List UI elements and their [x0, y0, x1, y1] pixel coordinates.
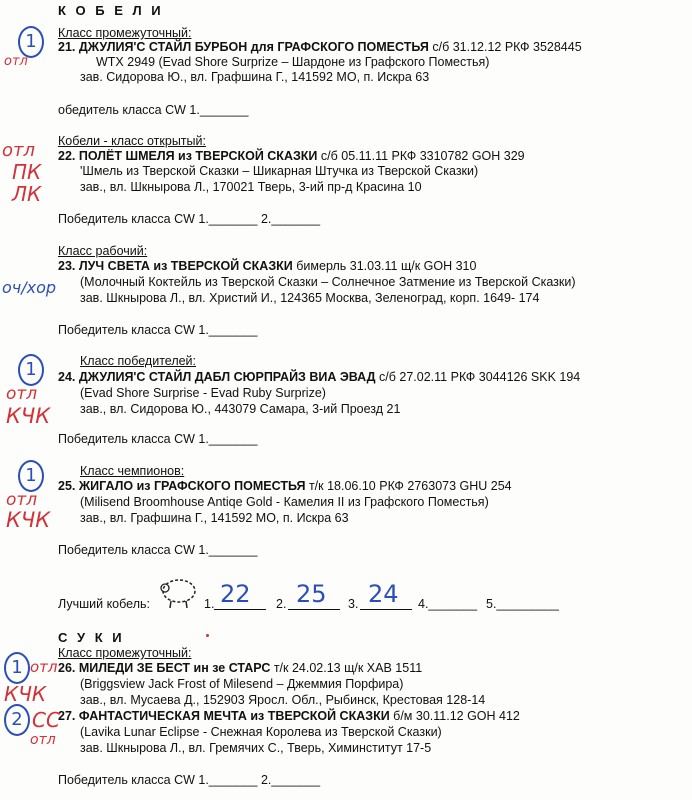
kchk-mark: КЧК [4, 682, 47, 706]
class-winner-line: Победитель класса CW 1._______ [58, 543, 258, 557]
dog-details: с/б 31.12.12 РКФ 3528445 [428, 40, 582, 54]
dog-details: с/б 27.02.11 РКФ 3044126 SKK 194 [375, 370, 581, 384]
placement-circle: 1 [18, 460, 44, 492]
grade-mark: отл [30, 658, 58, 676]
entry-22-parents: 'Шмель из Тверской Сказки – Шикарная Штучка из Тверской Сказки) [80, 164, 479, 178]
entry-25-parents: (Milisend Broomhouse Antiqe Gold - Камелия II из Графского Поместья) [80, 495, 489, 509]
underline [360, 609, 412, 610]
underline [214, 609, 266, 610]
dog-details: с/б 05.11.11 РКФ 3310782 GOH 329 [317, 149, 525, 163]
class-label-working: Класс рабочий: [58, 244, 148, 258]
entry-27-parents: (Lavika Lunar Eclipse - Снежная Королева из Тверской Сказки) [80, 725, 442, 739]
entry-24-owner: зав., вл. Сидорова Ю., 443079 Самара, 3-ий Проезд 21 [80, 402, 401, 416]
best-pos-3: 3. [348, 597, 359, 611]
class-label-champions: Класс чемпионов: [80, 464, 185, 478]
entry-24-parents: (Evad Shore Surprise - Evad Ruby Surprize) [80, 386, 326, 400]
entry-26-parents: (Briggsview Jack Frost of Milesend – Джеммия Порфира) [80, 677, 404, 691]
dog-name: ФАНТАСТИЧЕСКАЯ МЕЧТА из ТВЕРСКОЙ СКАЗКИ [78, 709, 390, 723]
class-winner-line: Победитель класса CW 1._______ 2._______ [58, 773, 321, 787]
class-winner-line: Победитель класса CW 1._______ [58, 323, 258, 337]
grade-mark: оч/хор [2, 278, 57, 297]
entry-21-parents: WTX 2949 (Evad Shore Surprize – Шардоне из Графского Поместья) [96, 55, 490, 69]
entry-22 [58, 149, 525, 163]
class-winner-line: обедитель класса CW 1._______ [58, 103, 249, 117]
class-label-intermediate: Класс промежуточный: [58, 646, 192, 660]
placement-circle: 1 [4, 652, 30, 684]
entry-number: 23. [58, 259, 76, 273]
entry-23-parents: (Молочный Коктейль из Тверской Сказки – Солнечное Затмение из Тверской Сказки) [80, 275, 576, 289]
ink-speck [206, 634, 209, 637]
grade-mark: отл [6, 490, 38, 510]
entry-23 [58, 259, 476, 273]
dog-name: МИЛЕДИ ЗЕ БЕСТ ин зе СТАРС [78, 661, 271, 675]
entry-21-owner: зав. Сидорова Ю., вл. Графшина Г., 141592 МО, п. Искра 63 [80, 70, 430, 84]
best-pos-2-value: 25 [296, 580, 327, 608]
dog-details: б/м 30.11.12 GOH 412 [389, 709, 520, 723]
entry-number: 27. [58, 709, 76, 723]
entry-25 [58, 479, 512, 493]
males-heading: К О Б Е Л И [58, 3, 164, 18]
entry-number: 25. [58, 479, 76, 493]
dog-details: т/к 24.02.13 щ/к ХАВ 1511 [270, 661, 423, 675]
dog-name: ЛУЧ СВЕТА из ТВЕРСКОЙ СКАЗКИ [78, 259, 293, 273]
grade-mark: отл [30, 732, 56, 748]
dog-name: ДЖУЛИЯ'С СТАЙЛ БУРБОН для ГРАФСКОГО ПОМЕСТЬЯ [78, 40, 429, 54]
class-label-winners: Класс победителей: [80, 354, 197, 368]
entry-number: 26. [58, 661, 76, 675]
grade-mark: отл [2, 140, 36, 161]
dog-name: ЖИГАЛО из ГРАФСКОГО ПОМЕСТЬЯ [78, 479, 306, 493]
best-pos-1-value: 22 [220, 580, 251, 608]
entry-23-owner: зав. Шкнырова Л., вл. Христий И., 124365 Москва, Зеленоград, корп. 1649- 174 [80, 291, 540, 305]
entry-27-owner: зав. Шкнырова Л., вл. Гремячих С., Тверь, Химинститут 17-5 [80, 741, 432, 755]
dog-name: ДЖУЛИЯ'С СТАЙЛ ДАБЛ СЮРПРАЙЗ ВИА ЭВАД [78, 370, 376, 384]
entry-26 [58, 661, 422, 675]
cc-mark: СС [32, 708, 60, 732]
best-pos-1: 1. [204, 597, 215, 611]
grade-mark: отл [4, 54, 28, 69]
females-heading: С У К И [58, 630, 125, 645]
entry-25-owner: зав., вл. Графшина Г., 141592 МО, п. Искра 63 [80, 511, 349, 525]
pk-mark: ПК [12, 160, 42, 184]
dog-details: бимерль 31.03.11 щ/к GOH 310 [292, 259, 477, 273]
best-pos-2: 2. [276, 597, 287, 611]
class-winner-line: Победитель класса CW 1._______ 2._______ [58, 212, 321, 226]
grade-mark: отл [6, 384, 38, 404]
class-label-open: Кобели - класс открытый: [58, 134, 206, 148]
entry-number: 22. [58, 149, 76, 163]
entry-number: 24. [58, 370, 76, 384]
best-pos-5: 5._________ [486, 597, 559, 611]
entry-22-owner: зав., вл. Шкнырова Л., 170021 Тверь, 3-ий пр-д Красина 10 [80, 180, 422, 194]
sheep-stamp-icon [158, 576, 200, 610]
best-pos-3-value: 24 [368, 580, 399, 608]
entry-27 [58, 709, 520, 723]
placement-circle: 2 [4, 704, 30, 736]
kchk-mark: КЧК [6, 508, 51, 532]
entry-number: 21. [58, 40, 76, 54]
best-pos-4: 4._______ [418, 597, 478, 611]
underline [288, 609, 340, 610]
dog-details: т/к 18.06.10 РКФ 2763073 GHU 254 [305, 479, 512, 493]
class-label-intermediate: Класс промежуточный: [58, 26, 192, 40]
dog-name: ПОЛЁТ ШМЕЛЯ из ТВЕРСКОЙ СКАЗКИ [78, 149, 318, 163]
entry-26-owner: зав., вл. Мусаева Д., 152903 Яросл. Обл., Рыбинск, Крестовая 128-14 [80, 693, 486, 707]
placement-circle: 1 [18, 354, 44, 386]
entry-21 [58, 40, 582, 54]
kchk-mark: КЧК [6, 404, 51, 428]
placement-circle: 1 [18, 26, 44, 58]
best-male-label: Лучший кобель: [58, 597, 150, 611]
entry-24 [58, 370, 580, 384]
lk-mark: ЛК [12, 182, 42, 206]
class-winner-line: Победитель класса CW 1._______ [58, 432, 258, 446]
